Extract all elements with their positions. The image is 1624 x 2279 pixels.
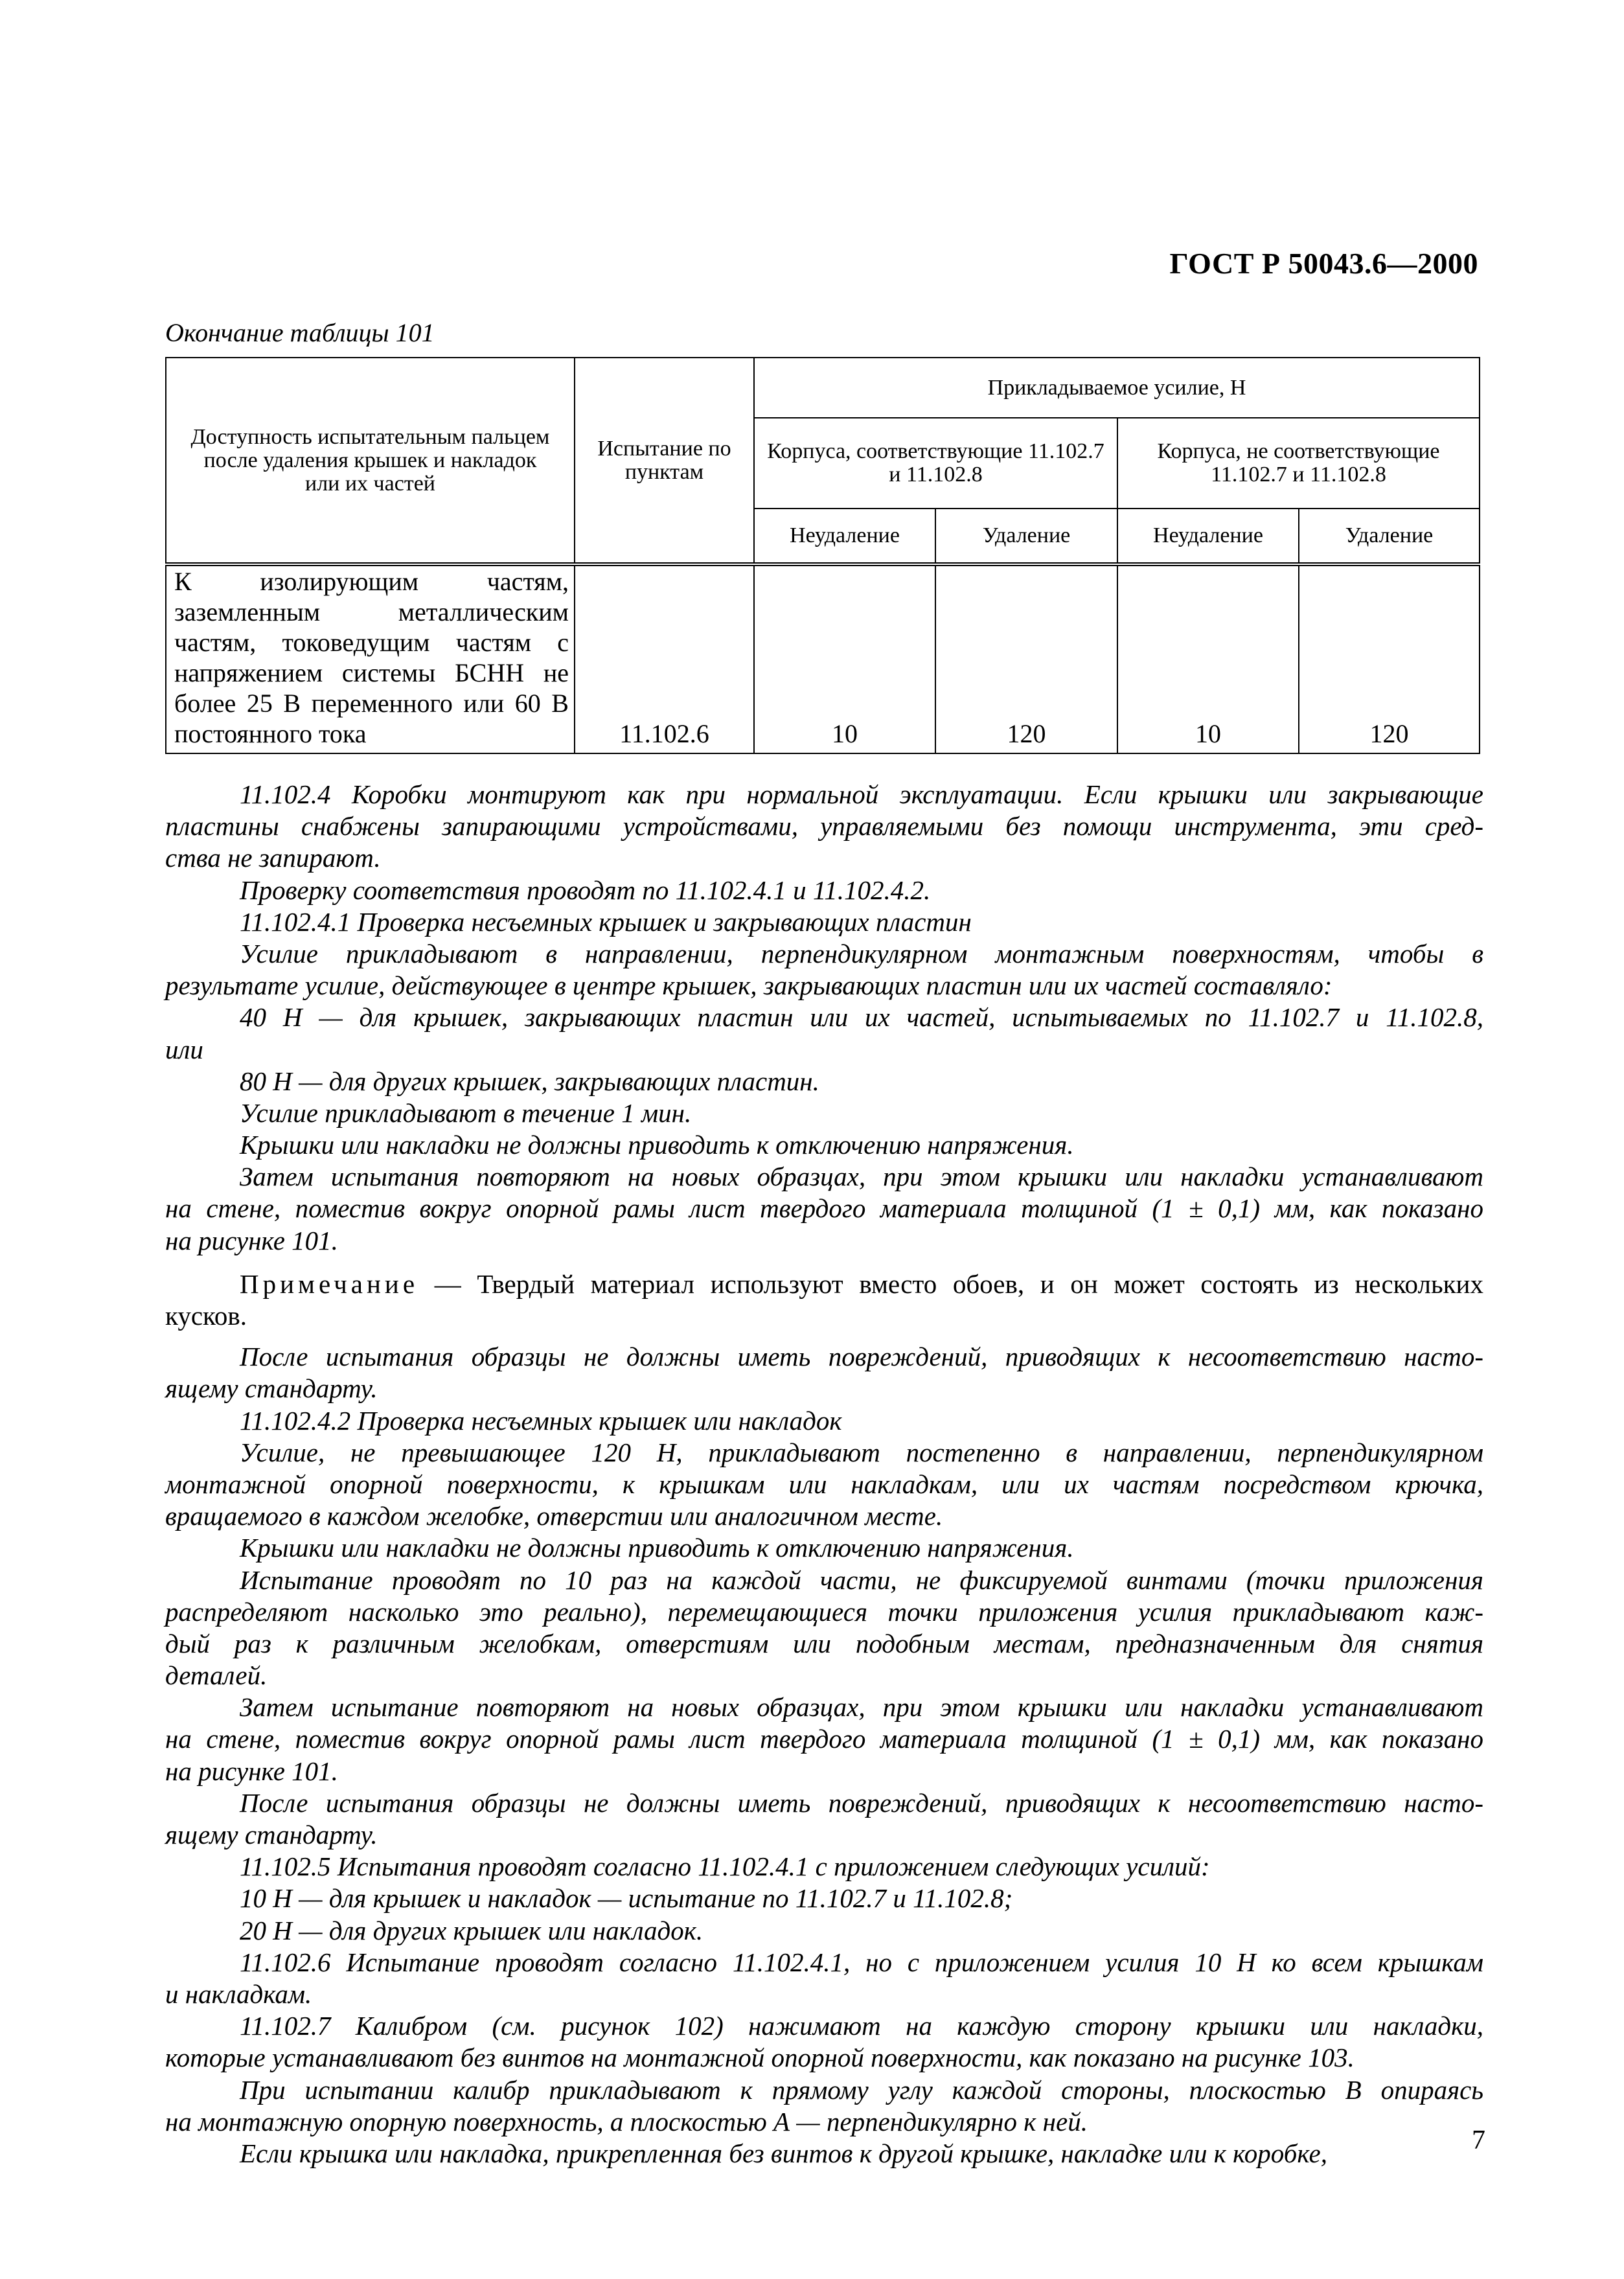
- table-101: [165, 357, 1480, 754]
- paragraph: [165, 875, 1483, 906]
- text-line: После испытания образцы не должны иметь повреждений, приводящих к несоответствию насто-: [240, 1342, 1483, 1372]
- paragraph: [165, 1161, 1483, 1257]
- text-line: 11.102.6 Испытание проводят согласно 11.102.4.1, но с приложением усилия 10 Н ко всем крышкам: [240, 1947, 1483, 1977]
- text-line: 80 Н — для других крышек, закрывающих пластин.: [240, 1066, 819, 1096]
- text-line: Проверку соответствия проводят по 11.102.4.1 и 11.102.4.2.: [240, 875, 931, 905]
- text-line: Усилие прикладывают в направлении, перпендикулярном монтажным поверхностям, чтобы в: [240, 938, 1483, 968]
- cell-value: 120: [935, 564, 1117, 753]
- cell-value: 120: [1299, 564, 1480, 753]
- text-line: Крышки или накладки не должны приводить к отключению напряжения.: [240, 1533, 1074, 1563]
- cell-value: 10: [754, 564, 935, 753]
- text-line: Крышки или накладки не должны приводить к отключению напряжения.: [240, 1130, 1074, 1160]
- paragraph: [165, 1066, 1483, 1097]
- text-line: на стене, поместив вокруг опорной рамы лист твердого материала толщиной (1 ± 0,1) мм, как показано: [165, 1724, 1483, 1754]
- paragraph: [165, 1405, 1483, 1437]
- note-label: Примечание: [240, 1268, 419, 1299]
- text-line: на рисунке 101.: [165, 1225, 338, 1255]
- text-line: и накладкам.: [165, 1978, 312, 2009]
- paragraph: [165, 1883, 1483, 1914]
- text-line: 11.102.4.2 Проверка несъемных крышек или накладок: [240, 1405, 842, 1436]
- paragraph: [165, 1341, 1483, 1404]
- paragraph: [165, 2138, 1483, 2170]
- note: [165, 1268, 1483, 1332]
- note-text: — Твердый материал используют вместо обоев, и он может состоять из нескольких: [434, 1268, 1483, 1299]
- paragraph: [165, 1787, 1483, 1851]
- text-line: 10 Н — для крышек и накладок — испытание по 11.102.7 и 11.102.8;: [240, 1883, 1013, 1914]
- table-caption: Окончание таблицы 101: [165, 318, 435, 347]
- text-line: 11.102.4.1 Проверка несъемных крышек и закрывающих пластин: [240, 906, 972, 937]
- text-line: Усилие прикладывают в течение 1 мин.: [240, 1097, 692, 1128]
- text-line: 20 Н — для других крышек или накладок.: [240, 1915, 703, 1945]
- text-line: Затем испытания повторяют на новых образцах, при этом крышки или накладки устанавливают: [240, 1162, 1483, 1192]
- text-line: на стене, поместив вокруг опорной рамы лист твердого материала толщиной (1 ± 0,1) мм, как показано: [165, 1193, 1483, 1224]
- paragraph: [165, 1915, 1483, 1947]
- header-nonconforming-enclosures: Корпуса, не соответствующие 11.102.7 и 11.102.8: [1117, 418, 1480, 509]
- text-line: деталей.: [165, 1660, 268, 1691]
- header-non-removal-2: Неудаление: [1117, 509, 1299, 564]
- text-line: распределяют насколько это реально), перемещающиеся точки приложения усилия прикладывают каж-: [165, 1596, 1483, 1627]
- table-row: [166, 564, 1480, 753]
- paragraph: [165, 1129, 1483, 1161]
- header-non-removal-1: Неудаление: [754, 509, 935, 564]
- text-line: или: [165, 1034, 203, 1064]
- paragraph: [165, 1002, 1483, 1065]
- paragraph: [165, 1437, 1483, 1533]
- header-removal-1: Удаление: [935, 509, 1117, 564]
- paragraph: [165, 2010, 1483, 2074]
- paragraph: [165, 906, 1483, 938]
- header-applied-force: Прикладываемое усилие, Н: [754, 358, 1480, 418]
- text-line: ящему стандарту.: [165, 1373, 378, 1404]
- paragraph: [165, 1532, 1483, 1564]
- text-line: результате усилие, действующее в центре крышек, закрывающих пластин или их частей составляло:: [165, 970, 1332, 1001]
- text-line: на рисунке 101.: [165, 1756, 338, 1786]
- paragraph: [165, 1691, 1483, 1787]
- cell-clause: 11.102.6: [575, 564, 754, 753]
- page-number: 7: [1472, 2125, 1485, 2155]
- text-line: дый раз к различным желобкам, отверстиям или подобным местам, предназначенным для снятия: [165, 1628, 1483, 1658]
- text-line: 40 Н — для крышек, закрывающих пластин или их частей, испытываемых по 11.102.7 и 11.102.8,: [240, 1002, 1483, 1033]
- text-line: ства не запирают.: [165, 843, 381, 873]
- paragraph: [165, 938, 1483, 1002]
- header-test-clauses: Испытание по пунктам: [575, 358, 754, 564]
- text-line: которые устанавливают без винтов на монтажной опорной поверхности, как показано на рисунке 103.: [165, 2043, 1355, 2073]
- header-accessibility: Доступность испытательным пальцем после удаления крышек и накладок или их частей: [166, 358, 575, 564]
- text-line: После испытания образцы не должны иметь повреждений, приводящих к несоответствию насто-: [240, 1787, 1483, 1818]
- text-line: Затем испытание повторяют на новых образцах, при этом крышки или накладки устанавливают: [240, 1692, 1483, 1723]
- cell-value: 10: [1117, 564, 1299, 753]
- paragraph: [165, 1564, 1483, 1692]
- document-designation: ГОСТ Р 50043.6—2000: [1169, 247, 1478, 280]
- text-line: пластины снабжены запирающими устройствами, управляемыми без помощи инструмента, эти сред-: [165, 811, 1483, 842]
- header-removal-2: Удаление: [1299, 509, 1480, 564]
- text-line: 11.102.7 Калибром (см. рисунок 102) нажимают на каждую сторону крышки или накладки,: [240, 2011, 1483, 2041]
- body-text: [165, 779, 1483, 2170]
- text-line: на монтажную опорную поверхность, а плоскостью А — перпендикулярно к ней.: [165, 2106, 1088, 2136]
- paragraph: [165, 1947, 1483, 2010]
- paragraph: [165, 1851, 1483, 1883]
- text-line: 11.102.4 Коробки монтируют как при нормальной эксплуатации. Если крышки или закрывающие: [240, 779, 1483, 809]
- text-line: вращаемого в каждом желобке, отверстии или аналогичном месте.: [165, 1501, 943, 1531]
- text-line: Усилие, не превышающее 120 Н, прикладывают постепенно в направлении, перпендикулярном: [240, 1437, 1483, 1467]
- text-line: монтажной опорной поверхности, к крышкам или накладкам, или их частям посредством крючка,: [165, 1469, 1483, 1499]
- text-line: При испытании калибр прикладывают к прямому углу каждой стороны, плоскостью В опираясь: [240, 2074, 1483, 2105]
- note-line: кусков.: [165, 1301, 247, 1331]
- text-line: Испытание проводят по 10 раз на каждой части, не фиксируемой винтами (точки приложения: [240, 1564, 1483, 1595]
- text-line: 11.102.5 Испытания проводят согласно 11.102.4.1 с приложением следующих усилий:: [240, 1851, 1210, 1882]
- paragraph: [165, 1097, 1483, 1129]
- text-line: Если крышка или накладка, прикрепленная без винтов к другой крышке, накладке или к коробке,: [240, 2138, 1327, 2168]
- text-line: ящему стандарту.: [165, 1820, 378, 1850]
- paragraph: [165, 2074, 1483, 2138]
- cell-description: К изолирующим частям, заземленным металлическим частям, токоведущим частям с напряжением системы БСНН не более 25 В переменного или 60 В постоянного тока: [166, 564, 575, 753]
- paragraph: [165, 779, 1483, 875]
- header-conforming-enclosures: Корпуса, соответствующие 11.102.7 и 11.102.8: [754, 418, 1117, 509]
- note-line: [165, 1268, 1483, 1300]
